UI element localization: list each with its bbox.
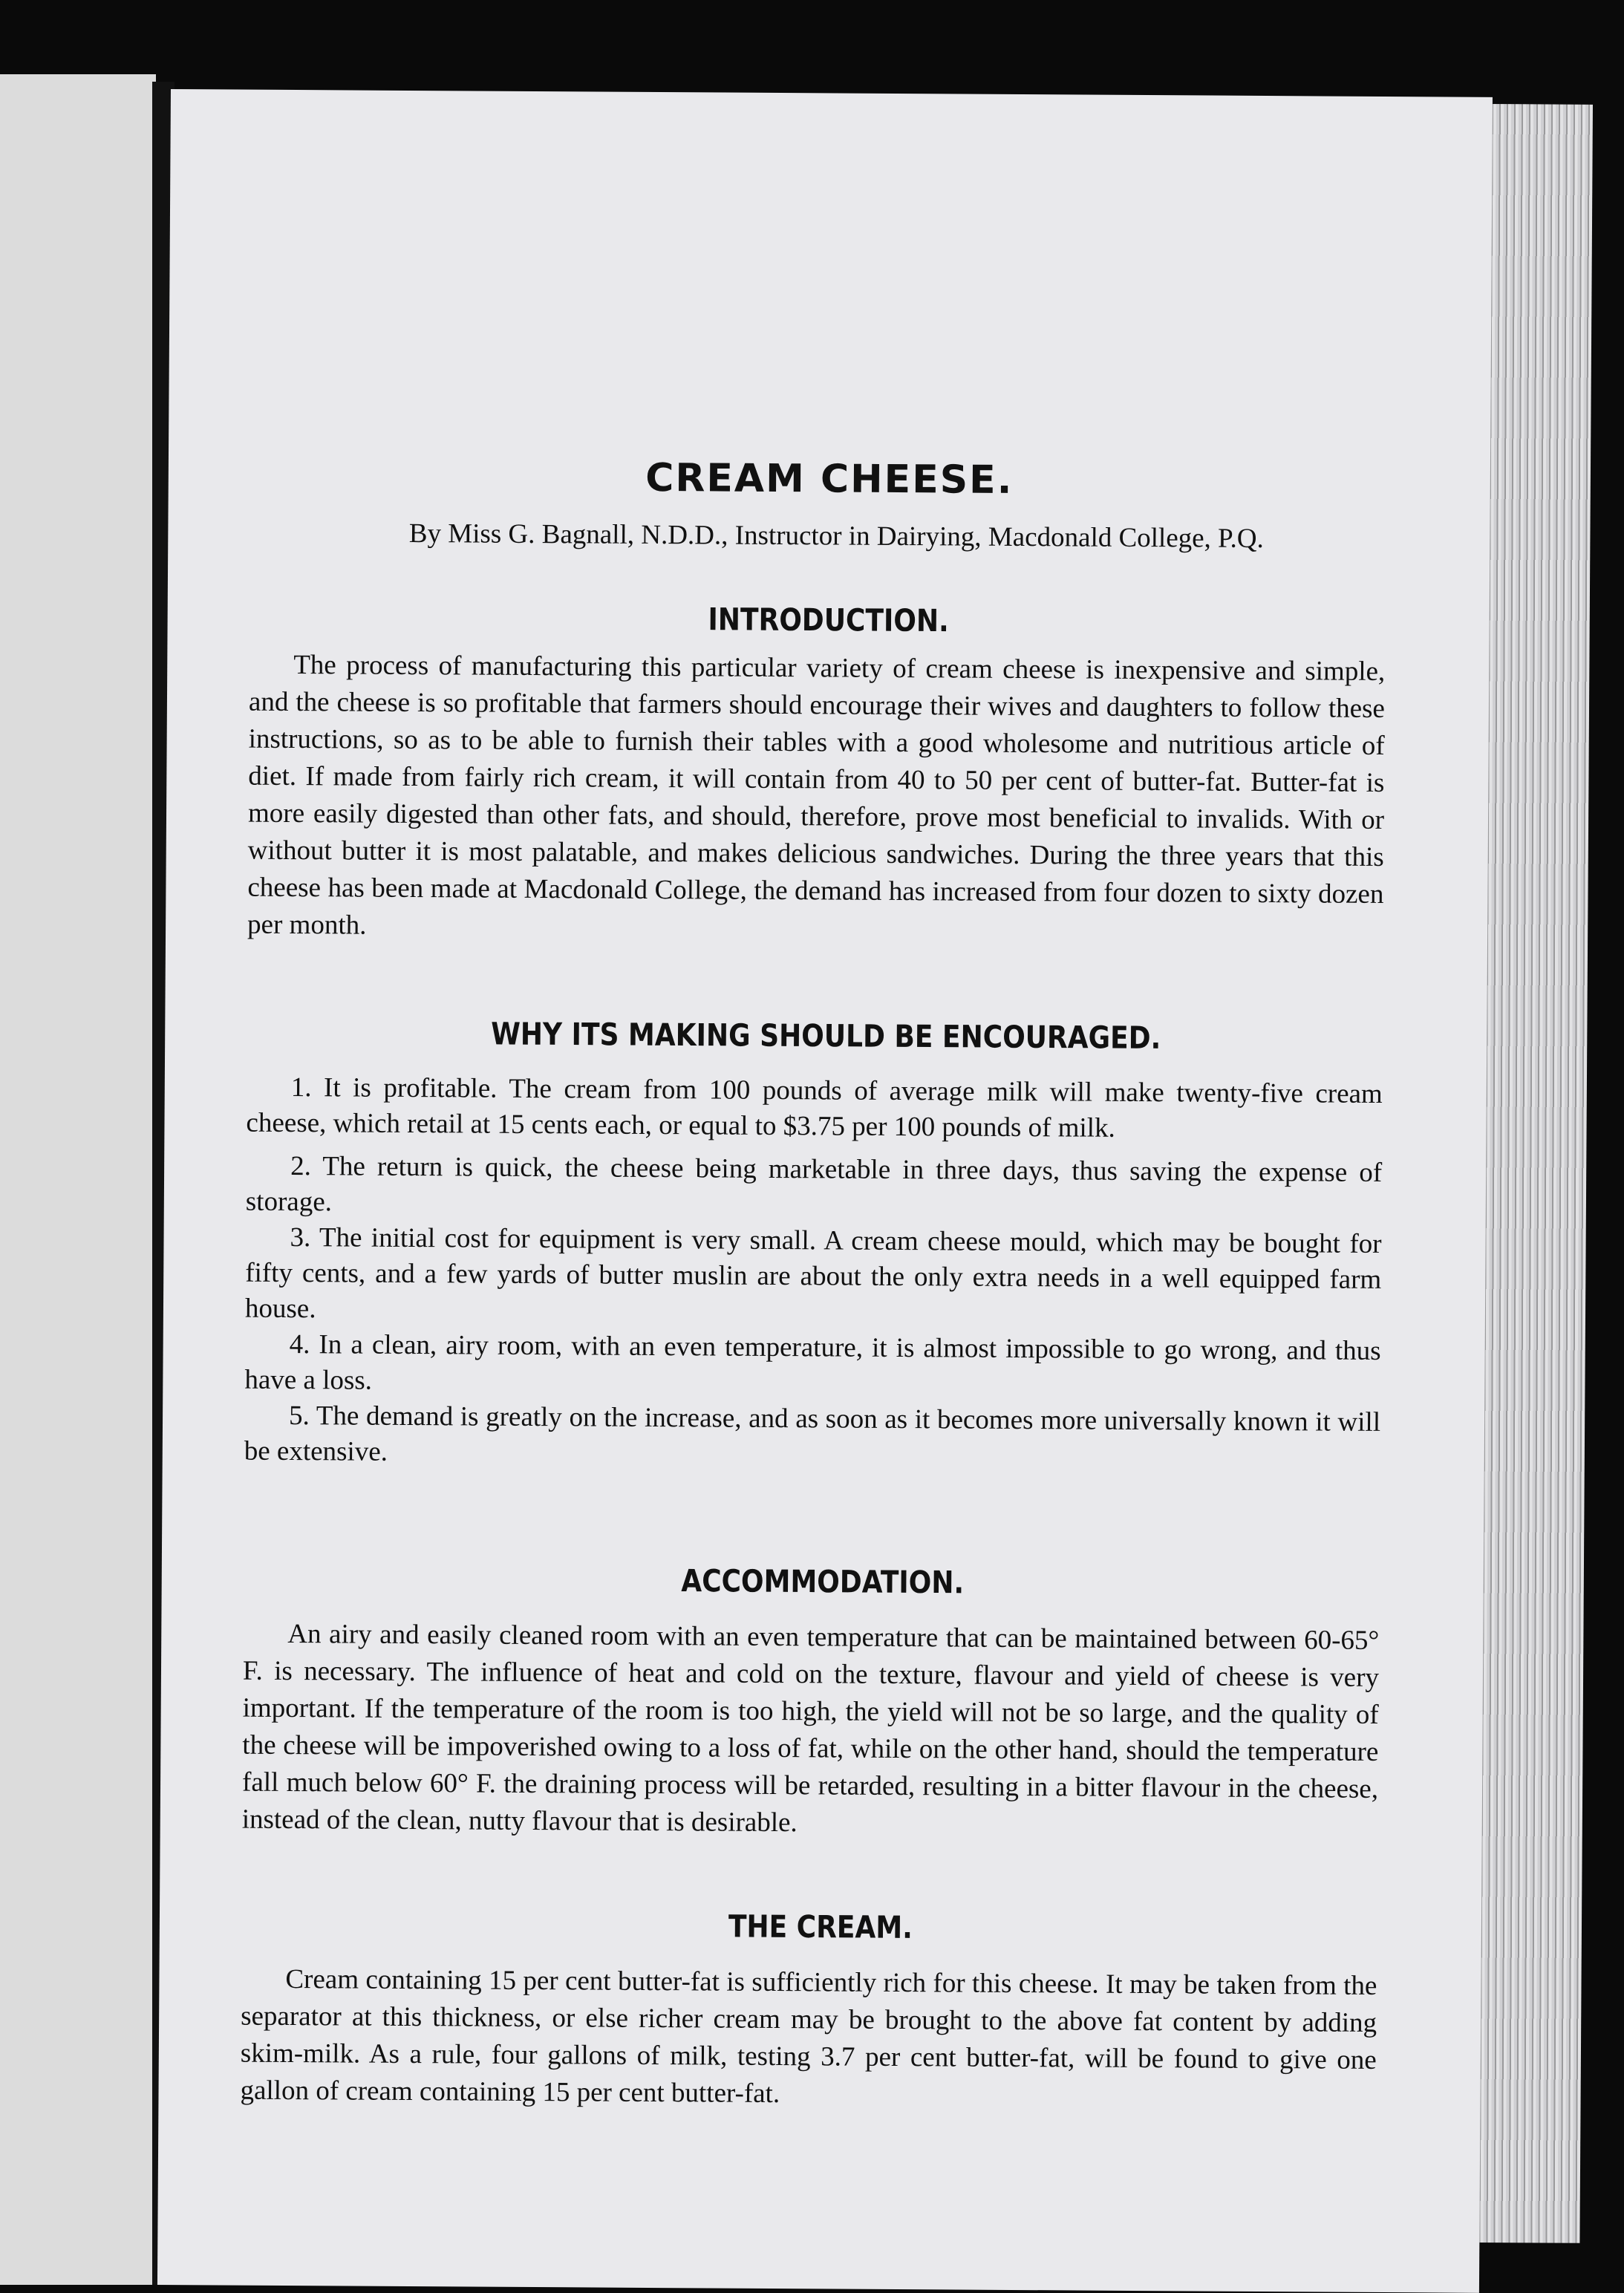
heading-introduction: INTRODUCTION.: [708, 602, 949, 639]
book-page: [157, 89, 1493, 2293]
paragraph-introduction: The process of manufacturing this particular variety of cream cheese is inexpensive and simple, and the cheese is so profitable that farmers should encourage their wives and daughters to follow these instructions, so as to be able to furnish their tables with a good wholesome and nutritious article of diet. If made from fairly rich cream, it will contain from 40 to 50 per cent of butter-fat. Butter-fat is more easily digested than other fats, and should, therefore, prove most beneficial to invalids. With or without butter it is most palatable, and makes delicious sandwiches. During the three years that this cheese has been made at Macdonald College, the demand has increased from four dozen to sixty dozen per month.: [247, 650, 1386, 941]
list-item: 2. The return is quick, the cheese being marketable in three days, thus saving the expense of storage.: [245, 1151, 1383, 1218]
heading-the-cream: THE CREAM.: [728, 1909, 913, 1946]
paragraph-the-cream: Cream containing 15 per cent butter-fat is sufficiently rich for this cheese. It may be taken from the separator at this thickness, or else richer cream may be brought to the above fat content by adding skim-milk. As a rule, four gallons of milk, testing 3.7 per cent butter-fat, will be found to give one gallon of cream containing 15 per cent butter-fat.: [240, 1963, 1377, 2110]
list-item: 5. The demand is greatly on the increase, and as soon as it becomes more universally known it will be extensive.: [244, 1400, 1381, 1467]
paragraph-accommodation: An airy and easily cleaned room with an even temperature that can be maintained between 60-65° F. is necessary. The influence of heat and cold on the texture, flavour and yield of cheese is very important. If the temperature of the room is too high, the yield will not be so large, and the quality of the cheese will be impoverished owing to a loss of fat, while on the other hand, should the temperature fall much below 60° F. the draining process will be retarded, resulting in a bitter flavour in the cheese, instead of the clean, nutty flavour that is desirable.: [241, 1619, 1380, 1839]
heading-why-encouraged: WHY ITS MAKING SHOULD BE ENCOURAGED.: [491, 1017, 1161, 1057]
author-byline: By Miss G. Bagnall, N.D.D., Instructor in Dairying, Macdonald College, P.Q.: [408, 518, 1264, 555]
list-item: 1. It is profitable. The cream from 100 pounds of average milk will make twenty-five cream cheese, which retail at 15 cents each, or equal to $3.75 per 100 pounds of milk.: [246, 1072, 1383, 1144]
document-title: CREAM CHEESE.: [645, 455, 1014, 503]
list-item: 3. The initial cost for equipment is very small. A cream cheese mould, which may be bought for fifty cents, and a few yards of butter muslin are about the only extra needs in a well equipped farm house.: [244, 1222, 1382, 1325]
reasons-list: [244, 1070, 1383, 1476]
page-stack-edges: [1475, 104, 1593, 2243]
page-content: [157, 89, 1493, 2293]
facing-page-edge: [0, 74, 156, 2285]
list-item: 4. In a clean, airy room, with an even temperature, it is almost impossible to go wrong, and thus have a loss.: [244, 1329, 1381, 1396]
heading-accommodation: ACCOMMODATION.: [681, 1564, 965, 1601]
